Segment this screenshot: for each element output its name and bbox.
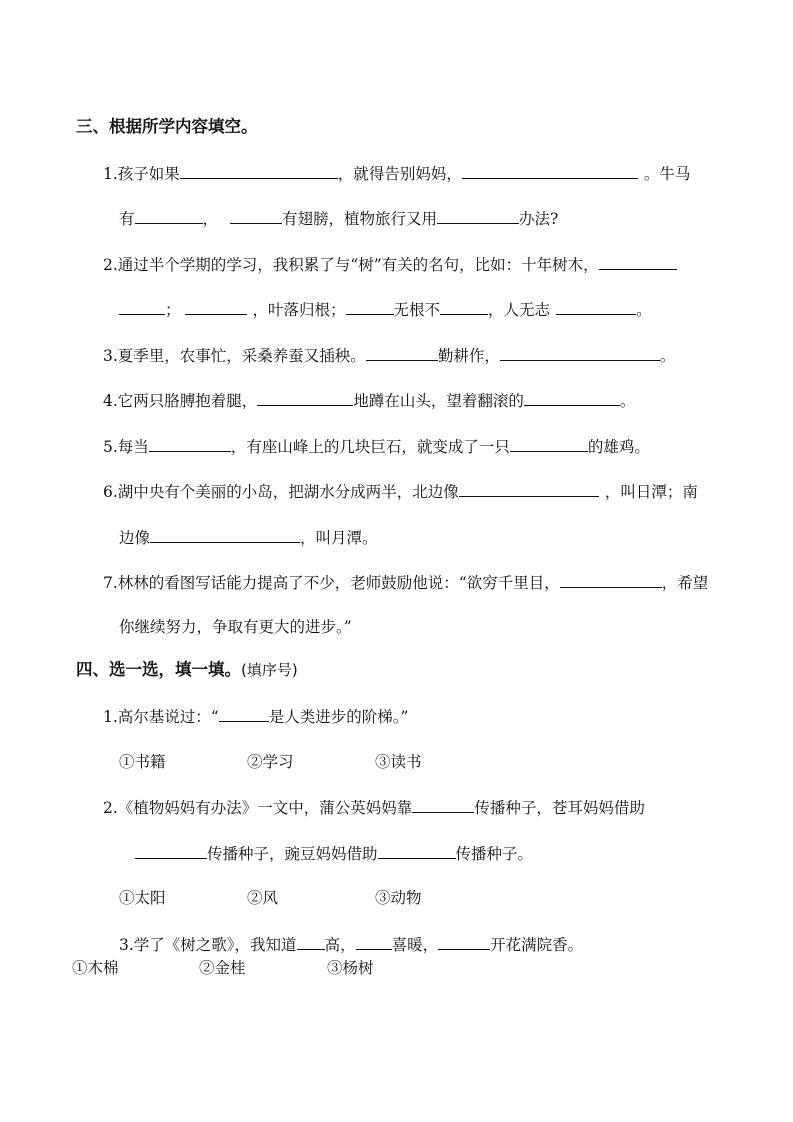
option-2[interactable]: ②学习 <box>247 753 294 771</box>
blank[interactable] <box>438 934 490 950</box>
option-3[interactable]: ③杨树 <box>327 959 374 977</box>
blank[interactable] <box>412 797 474 813</box>
blank[interactable] <box>556 299 636 315</box>
blank[interactable] <box>356 934 392 950</box>
question-7-line-1: 7.林林的看图写话能力提高了不少，老师鼓励他说：“欲穷千里目， ，希望 <box>103 574 709 592</box>
question-3: 3.夏季里，农事忙，采桑养蚕又插秧。 勤耕作， 。 <box>103 347 676 365</box>
blank[interactable] <box>257 390 353 406</box>
section-4-title: 四、选一选，填一填。(填序号) <box>76 660 298 679</box>
question-2-line-1: 2.通过半个学期的学习，我积累了与“树”有关的名句，比如：十年树木， <box>103 254 677 275</box>
blank[interactable] <box>560 572 662 588</box>
blank[interactable] <box>440 299 488 315</box>
blank[interactable] <box>297 934 325 950</box>
option-3[interactable]: ③动物 <box>375 889 422 907</box>
blank[interactable] <box>500 345 660 361</box>
option-3[interactable]: ③读书 <box>375 753 422 771</box>
option-1[interactable]: ①木棉 <box>72 959 119 977</box>
blank[interactable] <box>366 345 438 361</box>
blank[interactable] <box>437 208 519 224</box>
blank[interactable] <box>599 254 677 270</box>
blank[interactable] <box>185 299 247 315</box>
question-1-line-2: 有 ， 有翅膀，植物旅行又用 办法? <box>119 210 559 228</box>
option-1[interactable]: ①书籍 <box>119 753 166 771</box>
blank[interactable] <box>219 706 269 722</box>
option-2[interactable]: ②风 <box>247 889 279 907</box>
blank[interactable] <box>135 208 203 224</box>
blank[interactable] <box>510 436 588 452</box>
blank[interactable] <box>135 843 207 859</box>
question-1-line-1: 1.孩子如果 ，就得告别妈妈， 。牛马 <box>103 165 691 183</box>
blank[interactable] <box>524 390 620 406</box>
blank[interactable] <box>378 843 456 859</box>
question-6-line-1: 6.湖中央有个美丽的小岛，把湖水分成两半，北边像 ，叫日潭；南 <box>103 483 698 501</box>
question-4: 4.它两只胳膊抱着腿， 地蹲在山头，望着翻滚的 。 <box>103 392 636 410</box>
blank[interactable] <box>462 163 638 179</box>
blank[interactable] <box>150 527 300 543</box>
blank[interactable] <box>346 299 394 315</box>
question-5: 5.每当 ，有座山峰上的几块巨石，就变成了一只 的雄鸡。 <box>103 438 650 456</box>
blank[interactable] <box>230 208 282 224</box>
blank[interactable] <box>459 481 599 497</box>
option-2[interactable]: ②金桂 <box>199 959 246 977</box>
option-1[interactable]: ①太阳 <box>119 889 166 907</box>
section-3-title: 三、根据所学内容填空。 <box>76 117 258 136</box>
blank[interactable] <box>149 436 231 452</box>
blank[interactable] <box>119 299 165 315</box>
blank[interactable] <box>180 163 338 179</box>
question-2-line-2: ； ，叶落归根； 无根不 ，人无志 。 <box>119 299 652 320</box>
choice-question-2-line-2: 传播种子，豌豆妈妈借助 传播种子。 <box>135 843 533 864</box>
question-7-line-2: 你继续努力，争取有更大的进步。” <box>119 618 352 636</box>
choice-question-1: 1.高尔基说过：“ 是人类进步的阶梯。” <box>103 708 409 726</box>
choice-question-3: 3.学了《树之歌》，我知道 高， 喜暖， 开花满院香。 <box>119 936 584 954</box>
question-6-line-2: 边像 ，叫月潭。 <box>119 529 378 547</box>
choice-question-2-line-1: 2.《植物妈妈有办法》一文中，蒲公英妈妈靠 传播种子，苍耳妈妈借助 <box>103 799 645 817</box>
